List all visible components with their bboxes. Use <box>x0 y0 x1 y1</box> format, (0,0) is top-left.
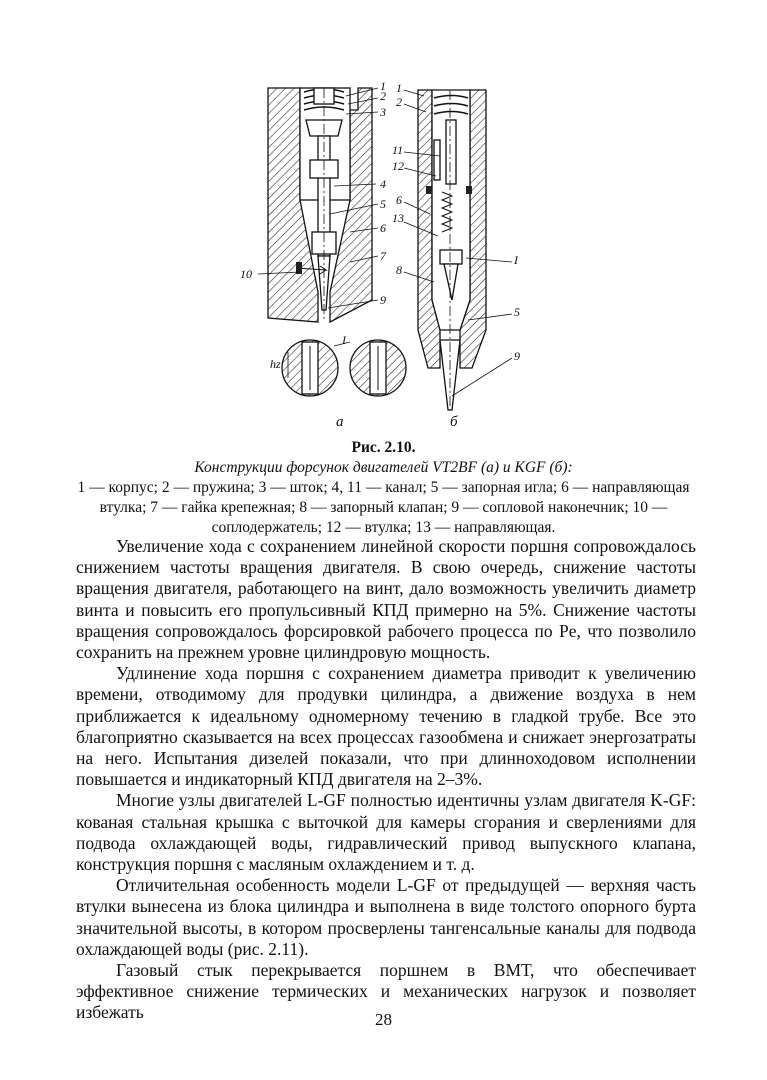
label-a-7: 7 <box>380 249 386 263</box>
caption-legend <box>70 478 697 538</box>
label-b-13: 13 <box>392 211 404 225</box>
caption-legend-line: 1 — корпус; 2 — пружина; 3 — шток; 4, 11 — канал; 5 — запорная игла; 6 — направляющая <box>77 479 690 496</box>
label-a-6: 6 <box>380 221 386 235</box>
caption-legend-line: соплодержатель; 12 — втулка; 13 — направляющая. <box>211 519 556 536</box>
paragraph: Многие узлы двигателей L-GF полностью идентичны узлам двигателя K-GF: кованая стальная крышка с выточкой для камеры сгорания и сверлениями для подвода охлаждающей воды, гидравлический привод выпускного клапана, конструкция поршня с масляным охлаждением и т. д. <box>76 790 696 875</box>
injector-a-drawing <box>258 88 406 396</box>
label-b-6: 6 <box>396 193 402 207</box>
label-a-hz: hz <box>270 357 281 371</box>
label-a-I: I <box>342 333 346 347</box>
injector-b-drawing <box>404 90 512 410</box>
label-a-1: 1 <box>380 79 386 93</box>
paragraph: Удлинение хода поршня с сохранением диаметра приводит к увеличению времени, отводимому для продувки цилиндра, а движение воздуха в нем приближается к идеальному одномерному течению в гладкой трубе. Все это благоприятно сказывается на всех процессах газообмена и снижает энергозатраты на него. Испытания дизелей показали, что при длинноходовом исполнении повышается и индикаторный КПД двигателя на 2–3%. <box>76 663 696 790</box>
label-b-I: I <box>514 253 518 267</box>
body-text <box>76 536 696 1024</box>
label-b-11: 11 <box>392 143 404 157</box>
paragraph: Отличительная особенность модели L-GF от предыдущей — верхняя часть втулки вынесена из блока цилиндра и выполнена в виде толстого опорного бурта значительной высоты, в котором просверлены тангенсальные каналы для подвода охлаждающей воды (рис. 2.11). <box>76 875 696 959</box>
label-a-5: 5 <box>380 197 386 211</box>
figure-injectors <box>0 0 767 440</box>
label-b-9: 9 <box>514 349 520 363</box>
caption-legend-line: втулка; 7 — гайка крепежная; 8 — запорный клапан; 9 — сопловой наконечник; 10 — <box>99 499 668 516</box>
page-number: 28 <box>375 1010 392 1029</box>
label-a-4: 4 <box>380 177 386 191</box>
caption-title: Рис. 2.10. <box>351 439 416 456</box>
paragraph: Увеличение хода с сохранением линейной скорости поршня сопровождалось снижением частоты вращения двигателя. В свою очередь, снижение частоты вращения двигателя, работающего на винт, дало возможность увеличить диаметр винта и повысить его пропульсивный КПД примерно на 5%. Снижение частоты вращения сопровождалось форсировкой рабочего процесса по Pe, что позволило сохранить на прежнем уровне цилиндровую мощность. <box>76 536 696 663</box>
label-b-8: 8 <box>396 263 402 277</box>
label-a-10: 10 <box>240 267 252 281</box>
label-a-3: 3 <box>380 105 386 119</box>
sublabel-b: б <box>450 414 458 430</box>
injector-drawings <box>0 0 767 440</box>
label-b-5: 5 <box>514 305 520 319</box>
label-a-2: 2 <box>380 89 386 103</box>
label-a-9: 9 <box>380 293 386 307</box>
sublabel-a: а <box>336 414 344 430</box>
label-b-2: 2 <box>396 95 402 109</box>
label-b-12: 12 <box>392 159 404 173</box>
label-b-1: 1 <box>396 81 402 95</box>
figure-caption <box>70 438 697 538</box>
paragraph: Газовый стык перекрывается поршнем в ВМТ, что обеспечивает эффективное снижение термических и механических нагрузок и позволяет избежать <box>76 960 696 1023</box>
caption-subtitle: Конструкции форсунок двигателей VT2BF (а) и KGF (б): <box>194 459 573 476</box>
